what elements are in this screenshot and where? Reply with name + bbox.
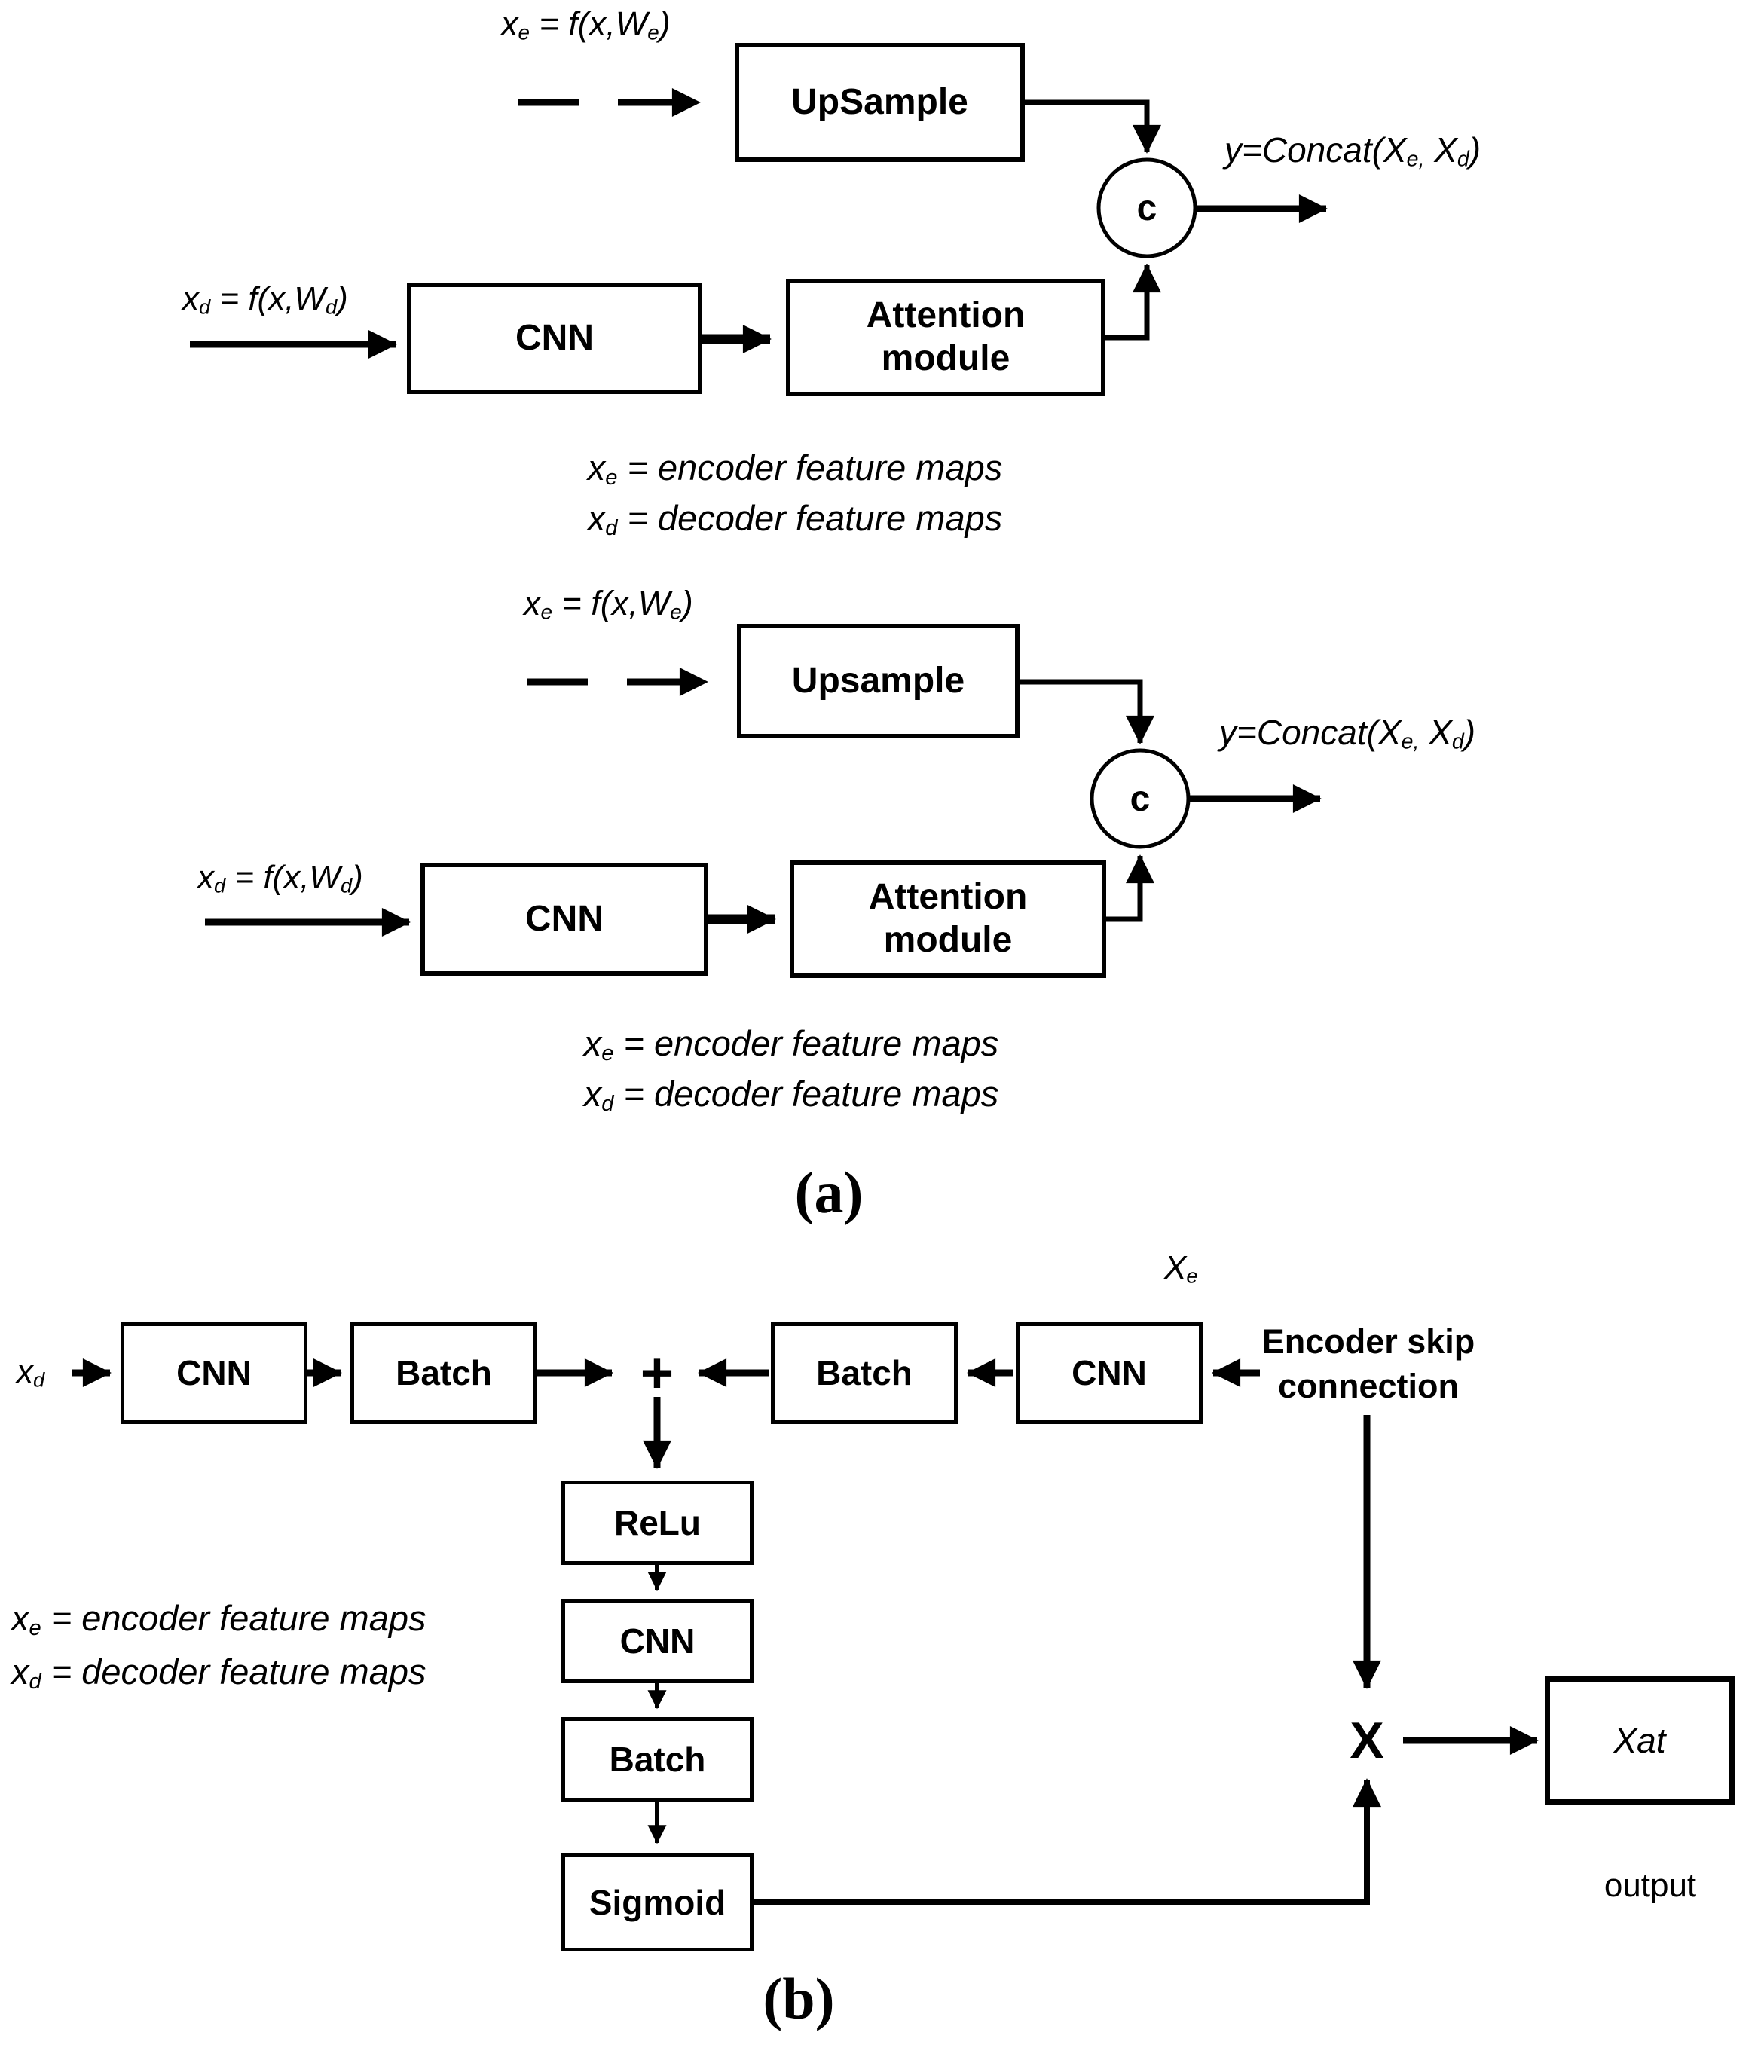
a2-encoder-equation (524, 584, 693, 625)
formula-part: x (17, 1353, 33, 1390)
b-sigmoid-box (561, 1853, 754, 1951)
formula-part: = decoder feature maps (617, 498, 1003, 539)
formula-part: = encoder feature maps (617, 448, 1003, 487)
caption-a: (a) (794, 1160, 864, 1225)
formula-subscript: d (29, 1670, 41, 1695)
a1-cnn-box (407, 283, 702, 394)
formula-subscript: d (1457, 147, 1469, 172)
formula-part: X (1164, 1249, 1187, 1286)
formula-part: = f(x,W (225, 859, 341, 896)
a2-upsample-to-concat-arrow (1020, 682, 1140, 743)
b-cnn-mid-box (561, 1599, 754, 1683)
formula-part: X (1424, 130, 1457, 170)
formula-subscript: d (1451, 729, 1464, 754)
a1-cnn-label: CNN (515, 317, 594, 358)
formula-part: y=Concat(X (1224, 130, 1407, 170)
formula-part: ) (681, 584, 693, 622)
a1-attention-label: Attention module (866, 295, 1026, 378)
formula-subscript: e, (1401, 729, 1420, 754)
formula-subscript: d (199, 295, 211, 319)
formula-subscript: d (340, 873, 353, 897)
a1-attention-box (786, 279, 1105, 396)
formula-part: x (501, 5, 518, 43)
b-xat-output-box (1545, 1676, 1735, 1805)
b-relu-label: ReLu (614, 1502, 701, 1542)
b-batch-right-box (771, 1322, 958, 1424)
formula-part: = f(x,W (530, 5, 648, 43)
b-batch-left-label: Batch (396, 1353, 492, 1393)
formula-part: ) (1469, 130, 1481, 170)
a2-attention-box (790, 860, 1106, 978)
formula-subscript: e (601, 1041, 614, 1065)
formula-part: x (11, 1652, 29, 1692)
b-batch-mid-box (561, 1717, 754, 1802)
b-cnn-left-box (121, 1322, 307, 1424)
formula-subscript: d (325, 295, 338, 319)
a2-decoder-equation (197, 859, 363, 897)
a1-concat-node-label (1120, 182, 1173, 234)
formula-subscript: e (605, 465, 618, 490)
b-output-label: output (1603, 1867, 1697, 1904)
a1-upsample-box (735, 43, 1025, 162)
a2-attention-label: Attention module (868, 877, 1028, 960)
a2-concat-equation (1219, 712, 1475, 755)
b-cnn-right-label: CNN (1072, 1353, 1147, 1393)
formula-subscript: e (670, 600, 682, 624)
a1-attention-to-concat-arrow (1105, 265, 1147, 338)
b-skip-connection-label: Encoder skip connection (1261, 1322, 1475, 1405)
b-legend-decoder (11, 1645, 554, 1698)
formula-subscript: d (33, 1368, 45, 1392)
a1-upsample-to-concat-arrow (1025, 102, 1147, 152)
formula-part: ) (1463, 713, 1476, 752)
formula-part: = decoder feature maps (41, 1652, 426, 1692)
formula-part: x (197, 859, 214, 896)
a2-cnn-box (420, 863, 708, 976)
a1-legend-encoder (426, 443, 1164, 494)
formula-part: x (524, 584, 541, 622)
b-sigmoid-label: Sigmoid (589, 1882, 726, 1922)
b-decoder-input-label (17, 1353, 44, 1392)
b-cnn-left-label: CNN (176, 1353, 252, 1393)
formula-subscript: e, (1406, 147, 1425, 172)
b-legend (11, 1591, 554, 1699)
multiply-symbol: X (1350, 1712, 1384, 1769)
concat-node-letter: c (1130, 778, 1151, 819)
b-sigmoid-to-multiply-arrow (754, 1780, 1367, 1902)
b-batch-mid-label: Batch (609, 1739, 706, 1779)
formula-part: ) (659, 5, 671, 43)
formula-part: x (182, 280, 199, 317)
b-batch-right-label: Batch (816, 1353, 913, 1393)
formula-part: = f(x,W (210, 280, 326, 317)
formula-part: x (583, 1074, 602, 1114)
formula-part: x (583, 1023, 602, 1063)
formula-part: ) (337, 280, 348, 317)
a2-legend-encoder (422, 1019, 1160, 1069)
formula-part: = f(x,W (552, 584, 671, 622)
b-legend-encoder (11, 1591, 554, 1645)
b-plus-node (627, 1340, 687, 1405)
a2-upsample-box (737, 624, 1020, 738)
formula-subscript: d (214, 873, 226, 897)
b-encoder-feature-label (1164, 1249, 1198, 1288)
b-cnn-right-box (1016, 1322, 1203, 1424)
a1-upsample-label: UpSample (791, 81, 968, 122)
formula-subscript: d (605, 516, 618, 540)
a1-decoder-equation (182, 280, 348, 319)
a2-concat-node-label (1114, 772, 1166, 825)
formula-part: = encoder feature maps (41, 1598, 426, 1638)
a1-legend-decoder (426, 494, 1164, 544)
concat-node-letter: c (1136, 188, 1157, 228)
formula-subscript: e (540, 600, 553, 624)
formula-subscript: e (1186, 1264, 1198, 1288)
b-cnn-mid-label: CNN (619, 1621, 696, 1661)
formula-subscript: e (518, 20, 530, 44)
a2-legend-decoder (422, 1069, 1160, 1120)
formula-part: x (587, 448, 606, 487)
b-relu-box (561, 1481, 754, 1565)
caption-b: (b) (763, 1966, 835, 2031)
a2-attention-to-concat-arrow (1106, 856, 1140, 919)
b-multiply-node (1334, 1710, 1400, 1771)
formula-part: y=Concat(X (1219, 713, 1402, 752)
formula-subscript: e (29, 1615, 41, 1640)
a1-concat-equation (1224, 130, 1481, 173)
formula-subscript: e (647, 20, 659, 44)
formula-part: x (587, 498, 606, 539)
b-xat-label: Xat (1613, 1720, 1666, 1760)
a2-legend (422, 1019, 1160, 1120)
a2-upsample-label: Upsample (791, 660, 965, 701)
a2-cnn-label: CNN (525, 898, 604, 939)
formula-subscript: d (601, 1092, 614, 1116)
plus-symbol: + (640, 1340, 674, 1405)
formula-part: = encoder feature maps (613, 1023, 999, 1063)
formula-part: ) (352, 859, 363, 896)
b-batch-left-box (350, 1322, 537, 1424)
formula-part: X (1419, 713, 1452, 752)
formula-part: x (11, 1598, 29, 1638)
formula-part: = decoder feature maps (613, 1074, 999, 1114)
a1-legend (426, 443, 1164, 544)
a1-encoder-equation (501, 5, 671, 45)
